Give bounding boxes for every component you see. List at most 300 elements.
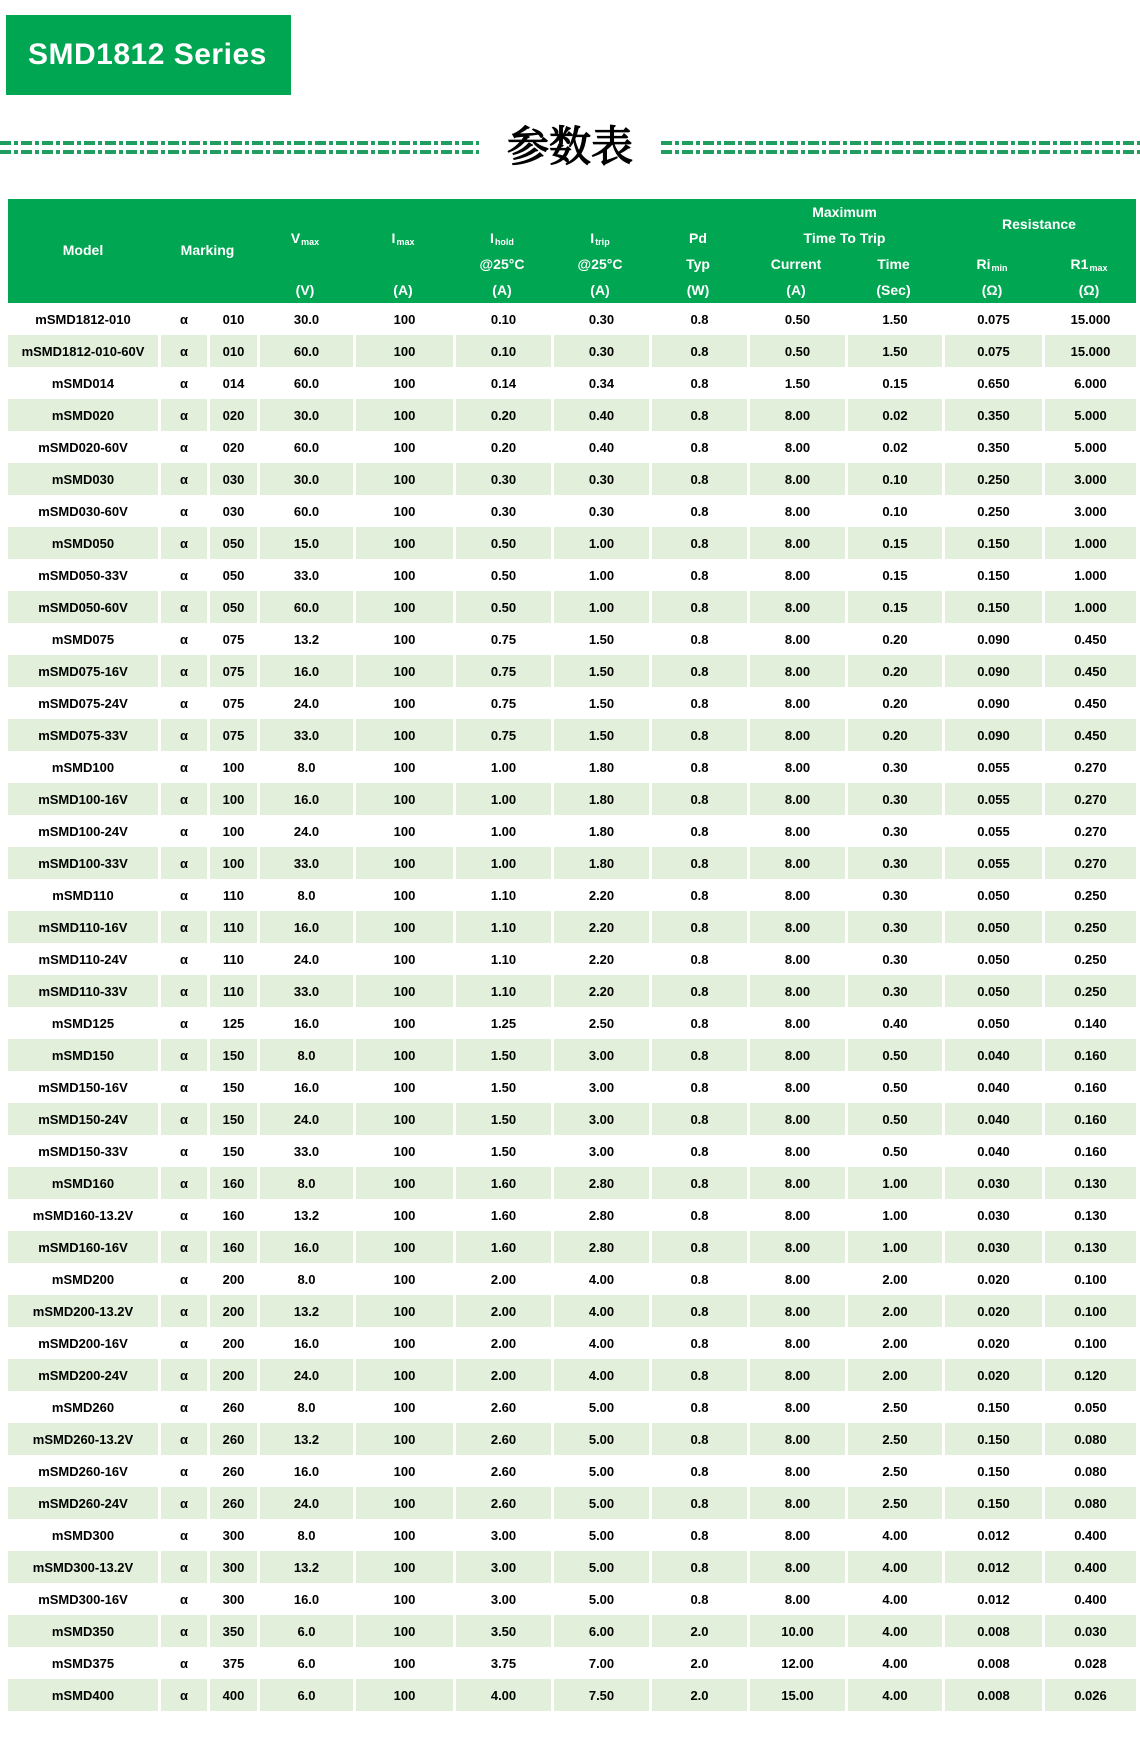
cell-imax: 100 [353,1199,453,1231]
dash-line [661,141,1140,145]
cell-r1-max: 0.450 [1042,687,1136,719]
cell-itrip: 2.80 [551,1231,649,1263]
cell-trip-current: 8.00 [747,655,845,687]
cell-ri-min: 0.012 [942,1551,1042,1583]
cell-imax: 100 [353,943,453,975]
cell-imax: 100 [353,687,453,719]
table-row [8,1135,1136,1167]
cell-ri-min: 0.150 [942,591,1042,623]
cell-model: mSMD260-13.2V [8,1423,158,1455]
cell-marking-alpha: α [158,1199,207,1231]
table-row [8,431,1136,463]
cell-model: mSMD300-16V [38,1591,128,1607]
cell-model: mSMD110 [52,887,114,903]
cell-itrip: 0.34 [551,367,649,399]
cell-r1-max: 1.000 [1042,591,1136,623]
cell-marking-alpha: α [158,1359,207,1391]
cell-itrip: 5.00 [551,1455,649,1487]
cell-itrip: 5.00 [551,1551,649,1583]
cell-ihold: 3.00 [453,1583,551,1615]
cell-trip-current: 8.00 [747,783,845,815]
table-row [8,1647,1136,1679]
cell-ri-min: 0.090 [942,687,1042,719]
table-row [8,1583,1136,1615]
cell-itrip: 1.00 [551,591,649,623]
cell-trip-current: 1.50 [747,367,845,399]
cell-trip-time: 0.15 [845,559,942,591]
cell-trip-current: 8.00 [747,815,845,847]
cell-marking-code: 260 [207,1455,257,1487]
cell-vmax: 15.0 [257,527,353,559]
cell-vmax: 13.2 [257,1199,353,1231]
cell-pd-typ: 2.0 [649,1679,747,1711]
cell-trip-current: 8.00 [747,1039,845,1071]
cell-model: mSMD110-24V [38,951,128,967]
cell-r1-max: 0.130 [1042,1199,1136,1231]
cell-trip-time: 0.20 [845,719,942,751]
cell-ihold: 0.75 [453,623,551,655]
cell-r1-max: 0.050 [1042,1391,1136,1423]
cell-vmax: 8.0 [257,879,353,911]
cell-trip-time: 0.30 [845,751,942,783]
cell-model: mSMD075-16V [8,655,158,687]
cell-pd-typ: 0.8 [649,1327,747,1359]
dash-line [661,150,1140,154]
cell-model: mSMD300-13.2V [8,1551,158,1583]
table-row [8,1103,1136,1135]
table-row [8,1039,1136,1071]
table-row [8,943,1136,975]
cell-itrip: 1.50 [551,655,649,687]
cell-marking-alpha: α [158,527,207,559]
col-header-imax [353,226,453,251]
ihold-sub: hold [494,236,514,247]
table-row [8,463,1136,495]
cell-itrip: 1.00 [551,559,649,591]
cell-pd-typ: 0.8 [649,911,747,943]
cell-marking-code: 150 [207,1135,257,1167]
cell-imax: 100 [353,1103,453,1135]
cell-marking-code: 160 [207,1231,257,1263]
parameters-table [8,199,1136,1711]
cell-vmax: 24.0 [257,1487,353,1519]
series-badge-label: SMD1812 Series [28,38,267,71]
col-header-ihold [453,226,551,251]
col-header-pd-typ: Typ [686,255,710,272]
cell-trip-time: 0.10 [845,463,942,495]
cell-ihold: 2.60 [453,1487,551,1519]
cell-trip-current: 8.00 [747,1551,845,1583]
cell-trip-current: 12.00 [747,1647,845,1679]
cell-trip-time: 1.50 [845,335,942,367]
cell-r1-max: 6.000 [1042,367,1136,399]
cell-pd-typ: 2.0 [649,1615,747,1647]
cell-marking-code: 260 [207,1487,257,1519]
cell-imax: 100 [353,559,453,591]
cell-vmax: 8.0 [257,1167,353,1199]
cell-r1-max: 0.100 [1042,1327,1136,1359]
cell-model: mSMD150-16V [38,1079,128,1095]
cell-trip-time: 0.15 [845,367,942,399]
cell-ri-min: 0.150 [942,559,1042,591]
cell-r1-max: 0.130 [1042,1231,1136,1263]
cell-imax: 100 [353,1519,453,1551]
cell-imax: 100 [353,1679,453,1711]
cell-marking-alpha: α [158,431,207,463]
cell-trip-time: 0.30 [845,911,942,943]
unit-time: (Sec) [876,281,911,298]
cell-trip-time: 0.30 [845,943,942,975]
cell-pd-typ: 0.8 [649,1231,747,1263]
cell-r1-max: 0.140 [1042,1007,1136,1039]
cell-vmax: 60.0 [257,367,353,399]
cell-ihold: 3.50 [453,1615,551,1647]
cell-r1-max: 0.250 [1042,911,1136,943]
cell-vmax: 8.0 [257,1391,353,1423]
cell-vmax: 8.0 [257,1263,353,1295]
cell-trip-current: 8.00 [747,1135,845,1167]
table-row [8,303,1136,335]
cell-r1-max: 0.160 [1042,1039,1136,1071]
unit-imax: (A) [393,281,413,298]
cell-pd-typ: 0.8 [649,1199,747,1231]
cell-r1-max: 3.000 [1042,495,1136,527]
table-row [8,879,1136,911]
cell-pd-typ: 0.8 [649,783,747,815]
cell-pd-typ: 0.8 [649,943,747,975]
cell-imax: 100 [353,495,453,527]
cell-marking-alpha: α [158,1007,207,1039]
cell-model: mSMD100-24V [38,823,128,839]
table-row [8,591,1136,623]
cell-trip-time: 0.50 [845,1103,942,1135]
cell-vmax: 24.0 [257,943,353,975]
cell-r1-max: 0.400 [1042,1519,1136,1551]
cell-vmax: 13.2 [257,1423,353,1455]
cell-r1-max: 0.028 [1042,1647,1136,1679]
cell-model: mSMD075-33V [8,719,158,751]
cell-marking-alpha: α [158,847,207,879]
cell-itrip: 0.30 [551,335,649,367]
cell-trip-current: 8.00 [747,1007,845,1039]
cell-itrip: 7.00 [551,1647,649,1679]
cell-marking-alpha: α [158,815,207,847]
cell-ihold: 2.60 [453,1423,551,1455]
cell-ri-min: 0.150 [942,527,1042,559]
cell-model: mSMD100-16V [8,783,158,815]
cell-ihold: 2.60 [453,1455,551,1487]
cell-ihold: 2.00 [453,1327,551,1359]
cell-trip-current: 8.00 [747,1263,845,1295]
cell-ihold: 3.00 [453,1551,551,1583]
cell-trip-time: 2.50 [845,1455,942,1487]
cell-marking-alpha: α [158,1231,207,1263]
cell-r1-max: 0.160 [1042,1103,1136,1135]
cell-ihold: 1.50 [453,1071,551,1103]
cell-ihold: 0.75 [453,719,551,751]
cell-ihold: 0.30 [453,495,551,527]
table-row [8,1071,1136,1103]
cell-marking-code: 100 [207,847,257,879]
cell-ihold: 1.60 [453,1199,551,1231]
cell-trip-time: 0.15 [845,527,942,559]
col-header-ihold-condition: @25°C [479,255,525,272]
col-header-r1-max [1042,251,1136,278]
cell-marking-code: 200 [207,1263,257,1295]
cell-trip-current: 8.00 [747,463,845,495]
cell-model: mSMD160-13.2V [32,1207,134,1223]
cell-ri-min: 0.050 [942,975,1042,1007]
cell-ri-min: 0.030 [942,1231,1042,1263]
cell-model: mSMD200 [51,1271,115,1287]
cell-marking-alpha: α [158,1455,207,1487]
table-row [8,1423,1136,1455]
cell-trip-time: 0.20 [845,655,942,687]
cell-ri-min: 0.090 [942,719,1042,751]
table-row [8,1455,1136,1487]
cell-imax: 100 [353,1615,453,1647]
table-header [8,199,1136,303]
cell-marking-code: 110 [207,975,257,1007]
cell-marking-code: 260 [207,1423,257,1455]
col-header-model: Model [62,242,104,259]
cell-imax: 100 [353,911,453,943]
table-row [8,911,1136,943]
cell-marking-code: 400 [207,1679,257,1711]
cell-marking-alpha: α [158,303,207,335]
cell-pd-typ: 0.8 [649,1007,747,1039]
cell-pd-typ: 0.8 [649,1551,747,1583]
cell-r1-max: 0.450 [1042,719,1136,751]
cell-model: mSMD160 [8,1167,158,1199]
cell-model: mSMD150-33V [38,1143,128,1159]
cell-ri-min: 0.350 [942,399,1042,431]
cell-trip-current: 8.00 [747,1199,845,1231]
cell-marking-alpha: α [158,719,207,751]
cell-marking-alpha: α [158,367,207,399]
cell-marking-alpha: α [158,1647,207,1679]
cell-pd-typ: 0.8 [649,815,747,847]
cell-vmax: 16.0 [257,655,353,687]
cell-ri-min: 0.150 [942,1487,1042,1519]
cell-trip-current: 8.00 [747,1295,845,1327]
cell-r1-max: 0.270 [1042,783,1136,815]
cell-pd-typ: 0.8 [649,847,747,879]
cell-marking-alpha: α [158,687,207,719]
cell-vmax: 6.0 [257,1679,353,1711]
cell-marking-code: 350 [207,1615,257,1647]
cell-model: mSMD260-24V [8,1487,158,1519]
cell-marking-code: 030 [207,463,257,495]
cell-vmax: 8.0 [257,751,353,783]
cell-model: mSMD300 [51,1527,115,1543]
cell-ri-min: 0.008 [942,1679,1042,1711]
cell-vmax: 30.0 [257,399,353,431]
cell-r1-max: 0.250 [1042,879,1136,911]
cell-imax: 100 [353,1231,453,1263]
cell-trip-time: 0.02 [845,431,942,463]
cell-trip-current: 8.00 [747,399,845,431]
cell-model: mSMD350 [8,1615,158,1647]
cell-marking-alpha: α [158,1583,207,1615]
cell-ri-min: 0.055 [942,847,1042,879]
cell-ihold: 1.00 [453,847,551,879]
table-row [8,399,1136,431]
cell-model: mSMD050-60V [8,591,158,623]
cell-marking-alpha: α [158,1071,207,1103]
cell-trip-time: 4.00 [845,1583,942,1615]
cell-itrip: 3.00 [551,1039,649,1071]
cell-trip-time: 1.00 [845,1199,942,1231]
cell-r1-max: 0.100 [1042,1295,1136,1327]
table-row [8,559,1136,591]
cell-imax: 100 [353,1295,453,1327]
cell-model: mSMD030 [8,463,158,495]
unit-vmax: (V) [295,281,315,298]
cell-pd-typ: 0.8 [649,1039,747,1071]
cell-itrip: 5.00 [551,1487,649,1519]
cell-itrip: 4.00 [551,1327,649,1359]
cell-trip-time: 2.00 [845,1263,942,1295]
cell-itrip: 2.20 [551,879,649,911]
cell-marking-alpha: α [158,1295,207,1327]
cell-marking-alpha: α [158,399,207,431]
cell-marking-code: 075 [207,687,257,719]
cell-ihold: 1.00 [453,783,551,815]
cell-marking-code: 160 [207,1167,257,1199]
group-header-maximum: Maximum [812,203,877,220]
cell-itrip: 1.80 [551,847,649,879]
cell-marking-alpha: α [158,463,207,495]
cell-r1-max: 0.450 [1042,655,1136,687]
cell-ihold: 2.00 [453,1263,551,1295]
cell-r1-max: 0.160 [1042,1071,1136,1103]
cell-trip-time: 0.20 [845,687,942,719]
table-row [8,1263,1136,1295]
cell-ri-min: 0.040 [942,1071,1042,1103]
cell-marking-code: 010 [207,303,257,335]
cell-trip-time: 2.00 [845,1359,942,1391]
cell-r1-max: 0.120 [1042,1359,1136,1391]
cell-r1-max: 5.000 [1042,399,1136,431]
cell-ihold: 0.75 [453,655,551,687]
cell-model: mSMD200-16V [38,1335,128,1351]
table-row [8,1327,1136,1359]
cell-marking-code: 260 [207,1391,257,1423]
cell-ihold: 1.60 [453,1231,551,1263]
cell-pd-typ: 0.8 [649,719,747,751]
cell-trip-time: 0.20 [845,623,942,655]
table-row [8,1359,1136,1391]
cell-model: mSMD100-33V [8,847,158,879]
cell-model: mSMD100 [51,759,115,775]
cell-vmax: 6.0 [257,1615,353,1647]
cell-model: mSMD200-13.2V [8,1295,158,1327]
cell-marking-code: 100 [207,815,257,847]
cell-ri-min: 0.075 [942,335,1042,367]
cell-marking-alpha: α [158,1615,207,1647]
cell-pd-typ: 0.8 [649,1583,747,1615]
cell-ri-min: 0.090 [942,623,1042,655]
cell-ihold: 1.00 [453,815,551,847]
cell-pd-typ: 0.8 [649,1519,747,1551]
cell-itrip: 2.50 [551,1007,649,1039]
cell-marking-alpha: α [158,1679,207,1711]
cell-marking-code: 075 [207,623,257,655]
cell-marking-code: 050 [207,591,257,623]
cell-marking-code: 300 [207,1519,257,1551]
cell-ihold: 3.75 [453,1647,551,1679]
cell-imax: 100 [353,975,453,1007]
cell-pd-typ: 0.8 [649,559,747,591]
cell-trip-time: 4.00 [845,1551,942,1583]
cell-pd-typ: 0.8 [649,687,747,719]
cell-r1-max: 3.000 [1042,463,1136,495]
cell-marking-code: 300 [207,1583,257,1615]
cell-ihold: 2.00 [453,1295,551,1327]
cell-ri-min: 0.050 [942,879,1042,911]
col-header-current: Current [770,255,822,272]
cell-ri-min: 0.040 [942,1039,1042,1071]
cell-ri-min: 0.650 [942,367,1042,399]
cell-r1-max: 0.080 [1042,1487,1136,1519]
cell-imax: 100 [353,783,453,815]
cell-ri-min: 0.020 [942,1359,1042,1391]
group-header-time-to-trip: Time To Trip [803,229,886,246]
cell-marking-alpha: α [158,1263,207,1295]
cell-ihold: 1.50 [453,1103,551,1135]
cell-itrip: 3.00 [551,1103,649,1135]
cell-vmax: 16.0 [257,1007,353,1039]
cell-trip-current: 8.00 [747,687,845,719]
cell-vmax: 24.0 [257,1359,353,1391]
cell-vmax: 16.0 [257,1583,353,1615]
cell-imax: 100 [353,623,453,655]
cell-r1-max: 1.000 [1042,527,1136,559]
col-header-marking: Marking [180,242,235,259]
cell-model: mSMD075 [51,631,115,647]
cell-imax: 100 [353,815,453,847]
col-header-pd: Pd [689,229,707,246]
cell-ihold: 0.50 [453,559,551,591]
cell-itrip: 4.00 [551,1359,649,1391]
cell-marking-code: 200 [207,1327,257,1359]
cell-imax: 100 [353,335,453,367]
table-row [8,1199,1136,1231]
cell-trip-current: 8.00 [747,719,845,751]
cell-trip-time: 0.40 [845,1007,942,1039]
cell-ri-min: 0.030 [942,1199,1042,1231]
table-row [8,1231,1136,1263]
cell-pd-typ: 0.8 [649,1135,747,1167]
cell-ri-min: 0.075 [942,303,1042,335]
cell-ihold: 1.00 [453,751,551,783]
cell-ri-min: 0.055 [942,783,1042,815]
unit-pd: (W) [686,281,710,298]
cell-r1-max: 0.100 [1042,1263,1136,1295]
imax-sub: max [396,236,415,247]
cell-ri-min: 0.040 [942,1135,1042,1167]
cell-trip-current: 0.50 [747,303,845,335]
cell-pd-typ: 2.0 [649,1647,747,1679]
cell-marking-code: 010 [207,335,257,367]
cell-ri-min: 0.008 [942,1615,1042,1647]
cell-trip-current: 8.00 [747,1519,845,1551]
cell-trip-current: 8.00 [747,559,845,591]
cell-imax: 100 [353,1167,453,1199]
cell-trip-current: 8.00 [747,1327,845,1359]
cell-ihold: 0.50 [453,591,551,623]
